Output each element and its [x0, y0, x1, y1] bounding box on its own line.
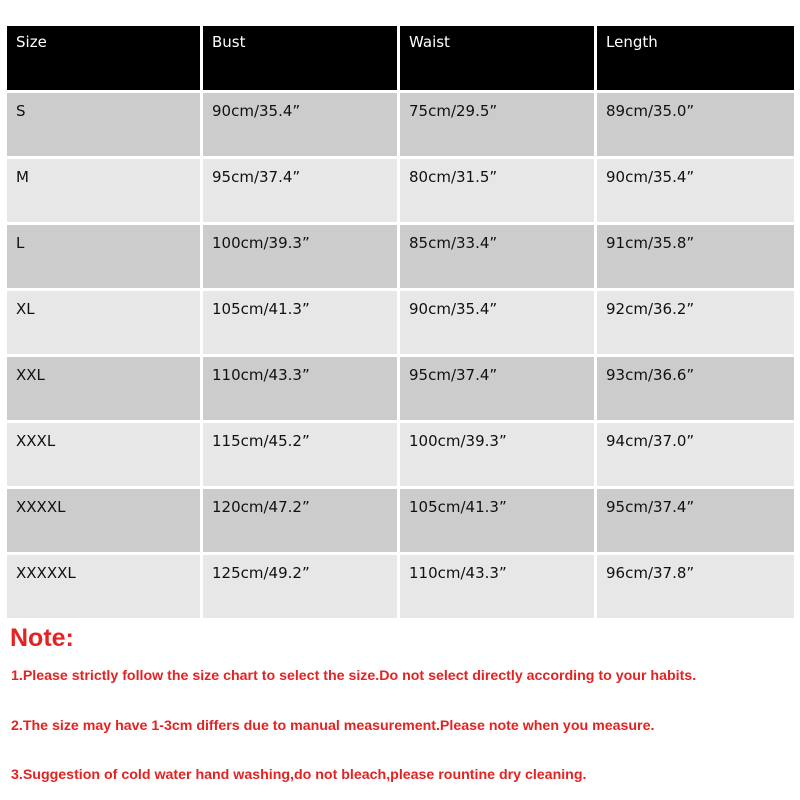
table-row	[7, 423, 794, 486]
cell-bust: 100cm/39.3”	[203, 225, 397, 288]
cell-waist: 75cm/29.5”	[400, 93, 594, 156]
note-line-2: 2.The size may have 1-3cm differs due to manual measurement.Please note when you measure.	[11, 718, 655, 734]
size-chart-table	[4, 23, 797, 621]
cell-size: M	[7, 159, 200, 222]
cell-size: XXXXL	[7, 489, 200, 552]
cell-waist: 110cm/43.3”	[400, 555, 594, 618]
table-row	[7, 225, 794, 288]
table-row	[7, 489, 794, 552]
cell-size: L	[7, 225, 200, 288]
cell-bust: 110cm/43.3”	[203, 357, 397, 420]
cell-size: XXXXXL	[7, 555, 200, 618]
cell-size: XXL	[7, 357, 200, 420]
cell-bust: 95cm/37.4”	[203, 159, 397, 222]
cell-bust: 105cm/41.3”	[203, 291, 397, 354]
header-waist: Waist	[400, 26, 594, 90]
cell-waist: 100cm/39.3”	[400, 423, 594, 486]
header-size: Size	[7, 26, 200, 90]
header-bust: Bust	[203, 26, 397, 90]
cell-size: XXXL	[7, 423, 200, 486]
table-row	[7, 93, 794, 156]
table-row	[7, 555, 794, 618]
cell-waist: 85cm/33.4”	[400, 225, 594, 288]
cell-length: 89cm/35.0”	[597, 93, 794, 156]
table-row	[7, 291, 794, 354]
table-row	[7, 159, 794, 222]
cell-length: 94cm/37.0”	[597, 423, 794, 486]
cell-length: 90cm/35.4”	[597, 159, 794, 222]
cell-bust: 120cm/47.2”	[203, 489, 397, 552]
cell-length: 91cm/35.8”	[597, 225, 794, 288]
table-row	[7, 357, 794, 420]
cell-size: S	[7, 93, 200, 156]
cell-waist: 90cm/35.4”	[400, 291, 594, 354]
cell-length: 96cm/37.8”	[597, 555, 794, 618]
header-length: Length	[597, 26, 794, 90]
cell-waist: 95cm/37.4”	[400, 357, 594, 420]
note-line-1: 1.Please strictly follow the size chart to select the size.Do not select directly according to your habits.	[11, 668, 697, 684]
cell-length: 92cm/36.2”	[597, 291, 794, 354]
note-line-3: 3.Suggestion of cold water hand washing,do not bleach,please rountine dry cleaning.	[11, 767, 587, 783]
cell-waist: 80cm/31.5”	[400, 159, 594, 222]
cell-size: XL	[7, 291, 200, 354]
cell-length: 93cm/36.6”	[597, 357, 794, 420]
table-header-row	[7, 26, 794, 90]
cell-bust: 125cm/49.2”	[203, 555, 397, 618]
cell-waist: 105cm/41.3”	[400, 489, 594, 552]
cell-bust: 90cm/35.4”	[203, 93, 397, 156]
note-title: Note:	[10, 624, 74, 652]
cell-bust: 115cm/45.2”	[203, 423, 397, 486]
cell-length: 95cm/37.4”	[597, 489, 794, 552]
